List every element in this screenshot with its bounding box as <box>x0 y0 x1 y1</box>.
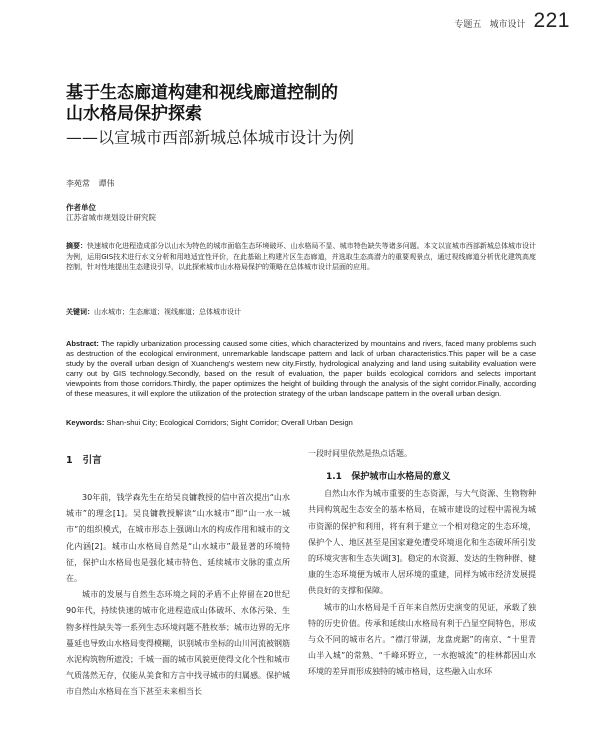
left-column <box>66 490 290 701</box>
section-1-heading <box>66 452 102 466</box>
page-header <box>454 9 570 33</box>
section-1-1-heading <box>326 469 450 482</box>
paper-subtitle: ——以宣城市西部新城总体城市设计为例 <box>66 128 355 147</box>
paper-title <box>66 83 338 125</box>
left-paragraph-1: 30年前，钱学森先生在给吴良镛教授的信中首次提出“山水城市”的理念[1]。吴良镛教授解读“山水城市”即“山一水一城市”的组织模式，在城市形态上强调山水的构成作用和城市的文化内涵[2]。城市山水格局自然是“山水城市”最显著的环境特征，保护山水格局也是强化城市特色、延续城市文脉的重点所在。 <box>66 493 290 584</box>
abstract-cn <box>66 241 536 273</box>
affiliation-label: 作者单位 <box>66 203 96 212</box>
right-paragraph-1: 自然山水作为城市重要的生态资源，与大气资源、生物物种共同构筑起生态安全的基本格局，在城市建设的过程中需视为城市资源的保护和利用，将有利于建立一个相对稳定的生态环境，保护个人、地区甚至是国家避免遭受环境退化和生态破坏所引发的环境灾害和生态失调[3]。稳定的水资源、发达的生物种群、健康的生态环境便为城市人居环境的重建，同样为城市经济发展提供良好的支撑和保障。 <box>308 489 536 596</box>
abstract-cn-text: 快速城市化进程造成部分以山水为特色的城市面临生态环境破坏、山水格局不显、城市特色缺失等诸多问题。本文以宣城市西部新城总体城市设计为例，运用GIS技术进行水文分析和用地适宜性评价，在此基础上构建片区生态廊道，并选取生态高潜力的重要观景点，通过视线廊道分析优化建筑高度控制，针对性地提出生态建设引导，以此探索城市山水格局保护的策略在总体城市设计层面的应用。 <box>66 242 536 271</box>
right-paragraph-2: 城市的山水格局是千百年来自然历史演变的见证，承载了独特的历史价值。传承和延续山水格局有利于凸显空间特色，形成与众不同的城市名片。“襟汀带湖，龙盘虎踞”的南京、“十里青山半入城”的常熟、“千峰环野立，一水抱城流”的桂林都因山水环境的差异而形成独特的城市格局，这些融入山水环 <box>308 602 536 677</box>
title-line-2: 山水格局保护探索 <box>66 104 202 124</box>
keywords-cn-text: 山水城市；生态廊道；视线廊道；总体城市设计 <box>94 308 241 316</box>
left-paragraph-2: 城市的发展与自然生态环境之间的矛盾不止停留在20世纪90年代，持续快速的城市化进程造成山体破坏、水体污染、生物多样性缺失等一系列生态环境问题不胜枚举；城市边界的无序蔓延也导致山水格局变得模糊，识别城市坐标的山川河流被钢筋水泥构筑物所遮没；千城一面的城市风貌更使得文化个性和城市气质荡然无存，仅能从美食和方言中找寻城市的归属感。保护城市自然山水格局在当下甚至未来相当长 <box>66 590 290 697</box>
header-section: 专题五 <box>454 20 482 30</box>
title-line-1: 基于生态廊道构建和视线廊道控制的 <box>66 83 338 103</box>
page-number: 221 <box>533 9 570 32</box>
abstract-cn-label: 摘要： <box>66 242 88 250</box>
authors: 李苑常 谭伟 <box>66 179 115 188</box>
abstract-en-label: Abstract: <box>66 339 99 348</box>
keywords-en-text: Shan-shui City; Ecological Corridors; Sight Corridor; Overall Urban Design <box>106 418 353 427</box>
abstract-en <box>66 339 536 399</box>
section-1-number: 1 <box>66 455 73 466</box>
right-continuation-line: 一段时间里依然是热点话题。 <box>308 449 412 458</box>
keywords-cn-label: 关键词： <box>66 308 94 316</box>
keywords-cn <box>66 307 241 317</box>
section-1-1-title: 保护城市山水格局的意义 <box>351 472 451 482</box>
affiliation: 江苏省城市规划设计研究院 <box>66 213 156 222</box>
header-topic: 城市设计 <box>489 20 526 30</box>
keywords-en <box>66 418 353 427</box>
keywords-en-label: Keywords: <box>66 418 105 427</box>
section-1-title: 引言 <box>82 455 102 466</box>
section-1-1-number: 1.1 <box>326 472 342 482</box>
abstract-en-text: The rapidly urbanization processing caused some cities, which characterized by mountains and rivers, faced many problems such as destruction of the ecological environment, unremarkable landscape pattern and lack of urban characteristics.This paper will be a case study by the overall urban design of Xuancheng's western new city.Firstly, hydrological analyzing and land using suitability evaluation were carry out by GIS technology.Secondly, based on the result of evaluation, the paper builds ecological corridors and selects important viewpoints from those corridors.Thirdly, the paper optimizes the height of building through the analysis of the sight corridor.Finally, according of these measures, it will explore the utilization of the protection strategy of the urban landscape pattern in the overall urban design. <box>66 339 537 398</box>
